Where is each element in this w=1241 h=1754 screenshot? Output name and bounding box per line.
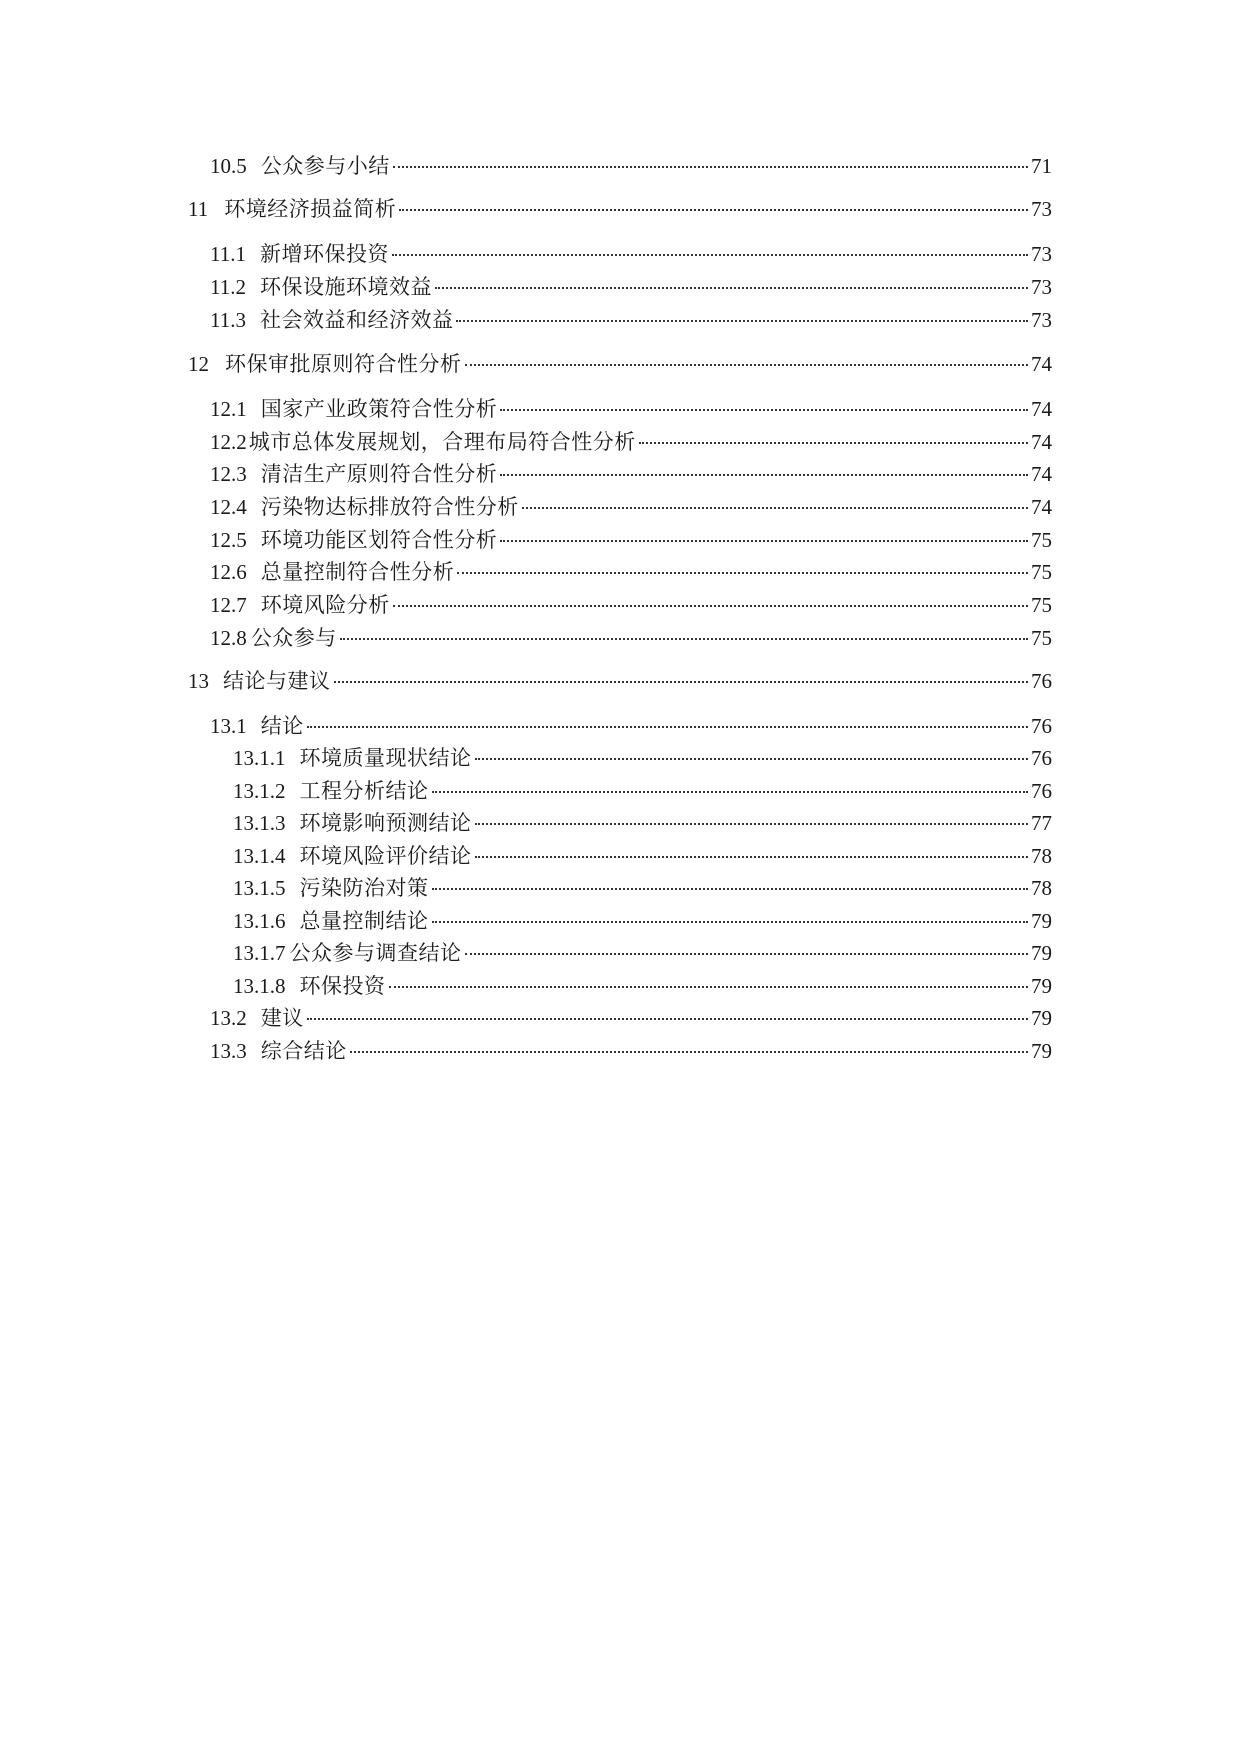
toc-entry-13-1[interactable] <box>210 712 1052 740</box>
toc-entry-title: 环境经济损益简析 <box>224 197 397 221</box>
toc-entry-page: 79 <box>1031 1039 1052 1063</box>
toc-entry-12-1[interactable] <box>210 395 1052 423</box>
toc-entry-page: 74 <box>1031 352 1052 376</box>
toc-entry-page: 76 <box>1031 779 1052 803</box>
dot-leader <box>393 166 1028 168</box>
toc-entry-13-2[interactable] <box>210 1004 1052 1032</box>
toc-entry-13-1-1[interactable] <box>233 744 1052 772</box>
toc-entry-page: 77 <box>1031 811 1052 835</box>
toc-entry-title: 清洁生产原则符合性分析 <box>260 462 498 486</box>
toc-entry-title: 社会效益和经济效益 <box>259 308 454 332</box>
dot-leader <box>500 540 1028 542</box>
toc-entry-11-2[interactable] <box>210 273 1052 301</box>
toc-entry-title: 环保审批原则符合性分析 <box>225 352 462 376</box>
dot-leader <box>465 953 1029 955</box>
dot-leader <box>334 681 1029 683</box>
toc-entry-number: 13.1.4 <box>233 844 286 868</box>
dot-leader <box>307 726 1028 728</box>
dot-leader <box>392 254 1028 256</box>
toc-entry-13[interactable] <box>188 667 1052 695</box>
toc-entry-title: 环保设施环境效益 <box>259 275 432 299</box>
toc-entry-13-1-3[interactable] <box>233 809 1052 837</box>
toc-entry-page: 76 <box>1031 746 1052 770</box>
toc-entry-page: 73 <box>1031 275 1052 299</box>
toc-entry-page: 78 <box>1031 876 1052 900</box>
dot-leader <box>307 1018 1028 1020</box>
dot-leader <box>432 921 1029 923</box>
toc-entry-number: 12.6 <box>210 560 247 584</box>
toc-entry-page: 73 <box>1031 242 1052 266</box>
dot-leader <box>465 364 1029 366</box>
toc-entry-title: 新增环保投资 <box>259 242 389 266</box>
dot-leader <box>435 287 1028 289</box>
toc-entry-page: 75 <box>1031 593 1052 617</box>
dot-leader <box>456 320 1028 322</box>
toc-entry-11[interactable] <box>188 195 1052 223</box>
toc-entry-number: 12.4 <box>210 495 247 519</box>
toc-entry-number: 11 <box>188 197 209 221</box>
toc-entry-title: 污染防治对策 <box>299 876 429 900</box>
toc-entry-page: 75 <box>1031 528 1052 552</box>
toc-entry-number: 13.1.1 <box>233 746 286 770</box>
toc-entry-page: 76 <box>1031 669 1052 693</box>
toc-entry-number: 13.1.3 <box>233 811 286 835</box>
toc-entry-title: 建议 <box>260 1006 304 1030</box>
toc-entry-number: 13.1.2 <box>233 779 286 803</box>
dot-leader <box>350 1051 1028 1053</box>
toc-entry-title: 工程分析结论 <box>299 779 429 803</box>
dot-leader <box>475 823 1029 825</box>
dot-leader <box>432 791 1029 793</box>
toc-entry-12-8[interactable] <box>210 624 1052 652</box>
toc-entry-number: 13 <box>188 669 209 693</box>
toc-entry-11-3[interactable] <box>210 306 1052 334</box>
toc-entry-13-1-8[interactable] <box>233 972 1052 1000</box>
dot-leader <box>399 209 1028 211</box>
toc-entry-page: 76 <box>1031 714 1052 738</box>
toc-entry-title: 国家产业政策符合性分析 <box>260 397 498 421</box>
toc-entry-number: 13.1.8 <box>233 974 286 998</box>
dot-leader <box>639 442 1028 444</box>
toc-entry-13-1-4[interactable] <box>233 842 1052 870</box>
toc-entry-number: 12.1 <box>210 397 247 421</box>
toc-entry-title: 公众参与 <box>250 626 337 650</box>
toc-entry-page: 74 <box>1031 430 1052 454</box>
toc-entry-13-1-6[interactable] <box>233 907 1052 935</box>
toc-entry-title: 环境质量现状结论 <box>299 746 472 770</box>
toc-entry-12-3[interactable] <box>210 460 1052 488</box>
toc-entry-12-2[interactable] <box>210 428 1052 456</box>
toc-entry-page: 79 <box>1031 1006 1052 1030</box>
toc-entry-number: 10.5 <box>210 154 247 178</box>
toc-entry-title: 环境影响预测结论 <box>299 811 472 835</box>
toc-entry-page: 74 <box>1031 397 1052 421</box>
toc-entry-number: 11.2 <box>210 275 246 299</box>
toc-entry-title: 城市总体发展规划，合理布局符合性分析 <box>248 430 636 454</box>
dot-leader <box>393 605 1028 607</box>
toc-entry-title: 综合结论 <box>260 1039 347 1063</box>
toc-entry-title: 环境风险评价结论 <box>299 844 472 868</box>
toc-entry-number: 13.1.7 <box>233 941 286 965</box>
toc-entry-number: 12 <box>188 352 209 376</box>
toc-entry-number: 12.5 <box>210 528 247 552</box>
toc-entry-page: 75 <box>1031 626 1052 650</box>
toc-entry-title: 总量控制符合性分析 <box>260 560 455 584</box>
toc-entry-number: 13.3 <box>210 1039 247 1063</box>
toc-entry-number: 13.1.6 <box>233 909 286 933</box>
toc-entry-12-7[interactable] <box>210 591 1052 619</box>
toc-entry-title: 公众参与调查结论 <box>289 941 462 965</box>
toc-entry-page: 75 <box>1031 560 1052 584</box>
toc-entry-number: 13.1.5 <box>233 876 286 900</box>
toc-entry-number: 12.8 <box>210 626 247 650</box>
dot-leader <box>500 409 1028 411</box>
toc-entry-title: 环境风险分析 <box>260 593 390 617</box>
toc-entry-page: 79 <box>1031 909 1052 933</box>
toc-entry-page: 74 <box>1031 495 1052 519</box>
dot-leader <box>340 638 1028 640</box>
toc-entry-title: 环境功能区划符合性分析 <box>260 528 498 552</box>
toc-entry-title: 公众参与小结 <box>260 154 390 178</box>
dot-leader <box>522 507 1028 509</box>
dot-leader <box>432 888 1029 890</box>
toc-entry-page: 79 <box>1031 941 1052 965</box>
toc-entry-12[interactable] <box>188 350 1052 378</box>
toc-entry-page: 73 <box>1031 308 1052 332</box>
toc-entry-10-5[interactable] <box>210 152 1052 180</box>
toc-entry-13-1-2[interactable] <box>233 777 1052 805</box>
dot-leader <box>500 474 1028 476</box>
toc-entry-title: 结论 <box>260 714 304 738</box>
toc-entry-12-6[interactable] <box>210 558 1052 586</box>
toc-entry-number: 12.3 <box>210 462 247 486</box>
toc-entry-page: 74 <box>1031 462 1052 486</box>
toc-entry-page: 79 <box>1031 974 1052 998</box>
toc-entry-13-3[interactable] <box>210 1037 1052 1065</box>
toc-entry-number: 12.7 <box>210 593 247 617</box>
toc-entry-page: 73 <box>1031 197 1052 221</box>
dot-leader <box>389 986 1029 988</box>
toc-entry-title: 结论与建议 <box>223 669 331 693</box>
toc-entry-number: 12.2 <box>210 430 247 454</box>
toc-entry-number: 13.1 <box>210 714 247 738</box>
toc-entry-13-1-5[interactable] <box>233 874 1052 902</box>
toc-entry-number: 11.1 <box>210 242 246 266</box>
toc-entry-13-1-7[interactable] <box>233 939 1052 967</box>
toc-entry-page: 78 <box>1031 844 1052 868</box>
dot-leader <box>475 856 1029 858</box>
dot-leader <box>457 572 1028 574</box>
toc-entry-page: 71 <box>1031 154 1052 178</box>
toc-entry-12-4[interactable] <box>210 493 1052 521</box>
toc-entry-12-5[interactable] <box>210 526 1052 554</box>
toc-entry-number: 11.3 <box>210 308 246 332</box>
toc-entry-title: 污染物达标排放符合性分析 <box>260 495 519 519</box>
dot-leader <box>475 758 1029 760</box>
toc-entry-title: 总量控制结论 <box>299 909 429 933</box>
toc-entry-11-1[interactable] <box>210 240 1052 268</box>
toc-entry-title: 环保投资 <box>299 974 386 998</box>
toc-entry-number: 13.2 <box>210 1006 247 1030</box>
